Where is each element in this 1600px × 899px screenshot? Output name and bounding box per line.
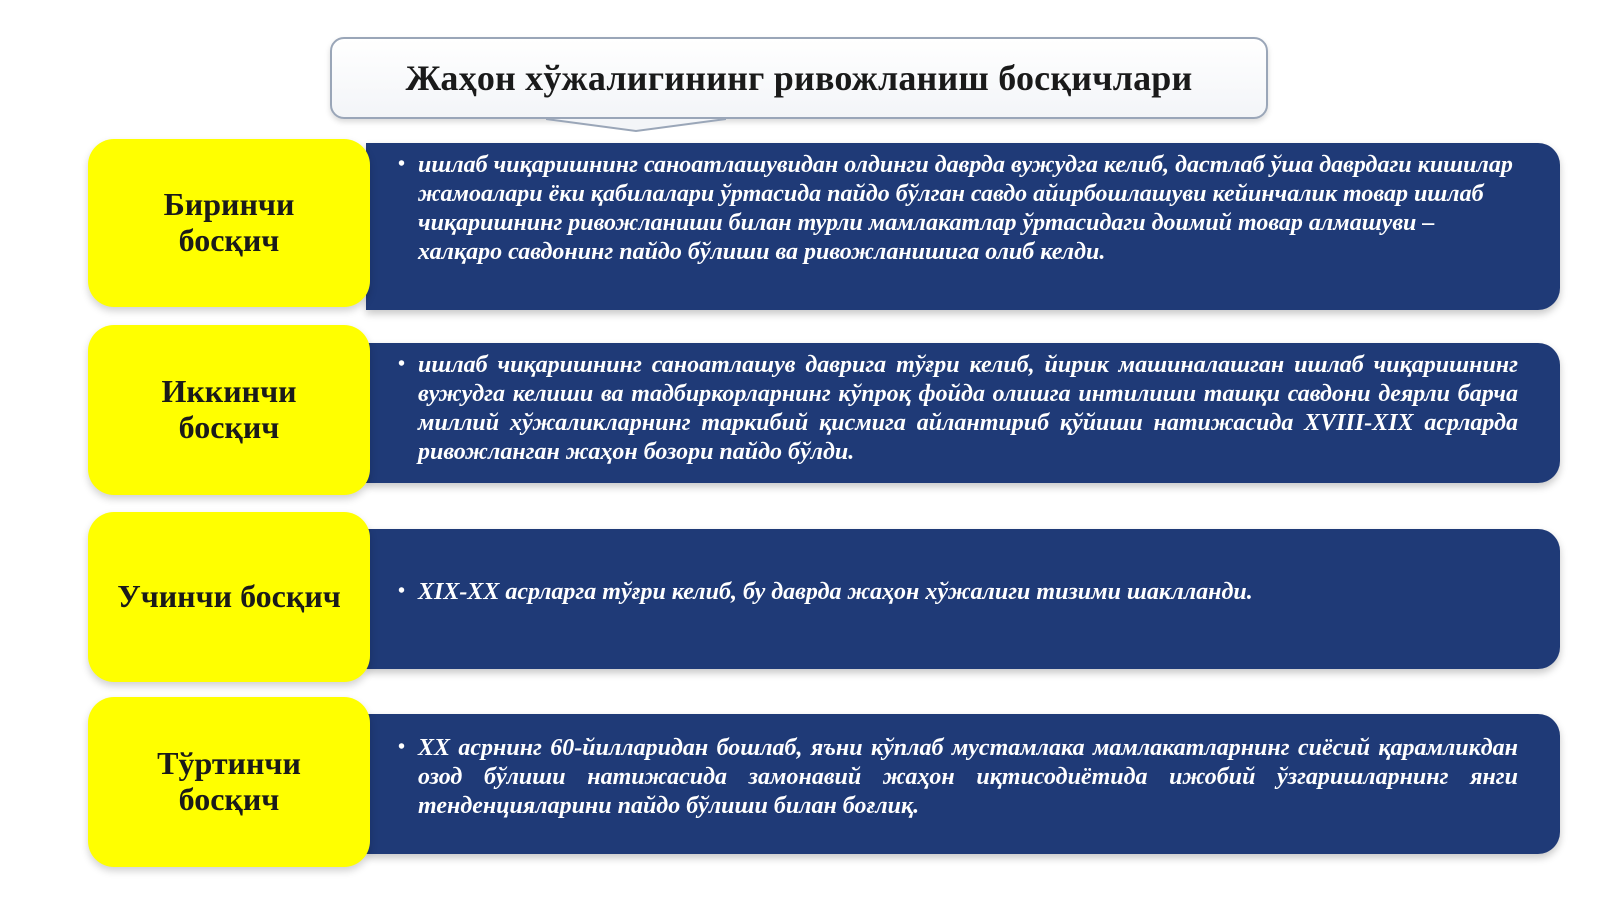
callout-pointer: [546, 117, 726, 133]
stage-2-label: [88, 325, 370, 495]
bullet-icon: •: [398, 736, 406, 758]
stage-2-text: ишлаб чиқаришнинг саноатлашув даврига тўғри келиб, йирик машиналашган ишлаб чиқаришнинг вужудга келиши ва тадбиркорларнинг кўпроқ фойда олишга интилиши ташқи савдони деярли барча миллий хўжаликларнинг таркибий қисмига айлантириб қўйиши натижасида XVIII-XIX асрларда ривожланган жаҳон бозори пайдо бўлди.: [418, 352, 1518, 465]
stage-1-label-text: Биринчи босқич: [163, 186, 295, 258]
page-title: Жаҳон хўжалигининг ривожланиш босқичлари: [405, 58, 1193, 98]
stage-2-panel: [366, 343, 1560, 483]
bullet-icon: •: [398, 353, 406, 375]
stage-4-label-text: Тўртинчи босқич: [157, 745, 301, 817]
stage-2-label-text: Иккинчи босқич: [161, 373, 297, 445]
stage-4-text: XX асрнинг 60-йилларидан бошлаб, яъни кўплаб мустамлака мамлакатларнинг сиёсий қарамликдан озод бўлиши натижасида замонавий жаҳон иқтисодиётида ижобий ўзгаришларнинг янги тенденцияларини пайдо бўлиши билан боғлиқ.: [418, 735, 1518, 819]
bullet-icon: •: [398, 153, 406, 175]
stage-3-label: [88, 512, 370, 682]
title-callout: [330, 37, 1268, 119]
stage-1-label: [88, 139, 370, 307]
stage-4-panel: [366, 714, 1560, 854]
stage-3-label-text: Учинчи босқич: [117, 578, 341, 615]
stage-3-text: XIX-XX асрларга тўғри келиб, бу даврда жаҳон хўжалиги тизими шаклланди.: [418, 579, 1253, 605]
stage-3-panel: [366, 529, 1560, 669]
stage-4-label: [88, 697, 370, 867]
stage-1-text: ишлаб чиқаришнинг саноатлашувидан олдинги даврда вужудга келиб, дастлаб ўша даврдаги кишилар жамоалари ёки қабилалари ўртасида пайдо бўлган савдо айирбошлашуви кейинчалик товар ишлаб чиқаришнинг ривожланиши билан турли мамлакатлар ўртасидаги доимий товар алмашуви – халқаро савдонинг пайдо бўлиши ва ривожланишига олиб келди.: [418, 152, 1513, 265]
stage-1-panel: [366, 143, 1560, 310]
bullet-icon: •: [398, 580, 406, 602]
